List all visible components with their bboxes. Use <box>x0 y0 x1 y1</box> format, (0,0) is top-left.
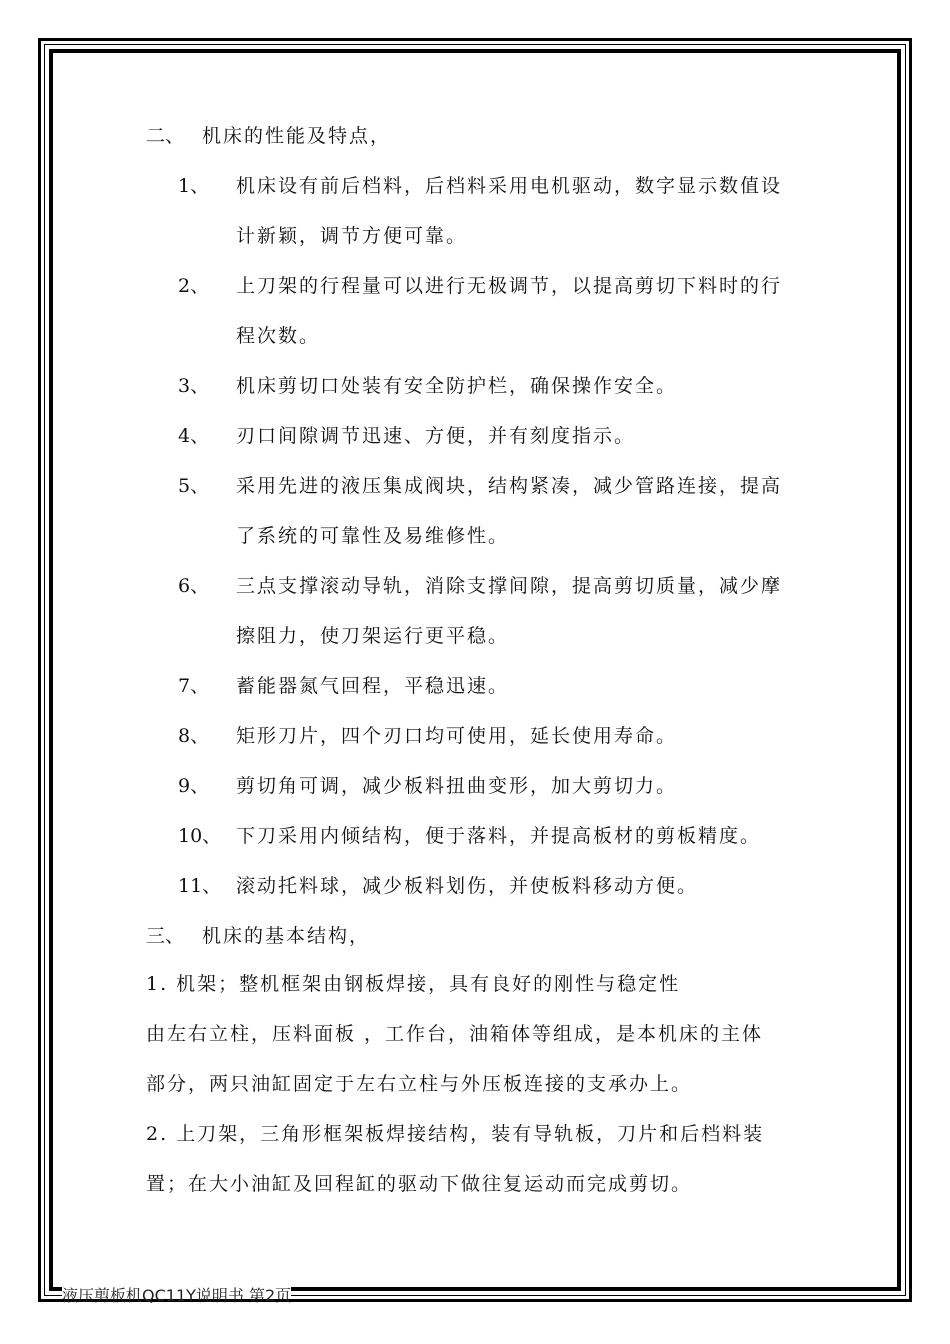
item-6-number: 6、 <box>178 575 210 597</box>
item-6-line-2: 擦阻力，使刀架运行更平稳。 <box>236 625 510 647</box>
section-2-number: 二、 <box>146 125 185 147</box>
item-11-line-1: 滚动托料球，减少板料划伤，并使板料移动方便。 <box>236 875 699 897</box>
structure-paragraph-line-2: 由左右立柱，压料面板 ，工作台，油箱体等组成，是本机床的主体 <box>146 1023 764 1045</box>
item-10-number: 10、 <box>178 825 222 847</box>
structure-paragraph-line-3: 部分，两只油缸固定于左右立柱与外压板连接的支承办上。 <box>146 1073 693 1095</box>
page-border-inner <box>49 49 901 1291</box>
item-9-line-1: 剪切角可调，减少板料扭曲变形，加大剪切力。 <box>236 775 678 797</box>
structure-paragraph-line-4: 2. 上刀架，三角形框架板焊接结构，装有导轨板，刀片和后档料装 <box>146 1123 765 1145</box>
item-10-line-1: 下刀采用内倾结构，便于落料，并提高板材的剪板精度。 <box>236 825 762 847</box>
item-3-line-1: 机床剪切口处装有安全防护栏，确保操作安全。 <box>236 375 678 397</box>
section-3-number: 三、 <box>146 925 185 947</box>
item-5-line-1: 采用先进的液压集成阀块，结构紧凑，减少管路连接，提高 <box>236 475 783 497</box>
item-11-number: 11、 <box>178 875 222 897</box>
structure-paragraph-line-5: 置；在大小油缸及回程缸的驱动下做往复运动而完成剪切。 <box>146 1173 693 1195</box>
item-4-line-1: 刃口间隙调节迅速、方便，并有刻度指示。 <box>236 425 636 447</box>
item-2-line-2: 程次数。 <box>236 325 321 347</box>
item-5-line-2: 了系统的可靠性及易维修性。 <box>236 525 510 547</box>
item-6-line-1: 三点支撑滚动导轨，消除支撑间隙，提高剪切质量，减少摩 <box>236 575 783 597</box>
item-2-line-1: 上刀架的行程量可以进行无极调节，以提高剪切下料时的行 <box>236 275 783 297</box>
section-2-heading: 机床的性能及特点， <box>202 125 392 147</box>
item-5-number: 5、 <box>178 475 210 497</box>
item-4-number: 4、 <box>178 425 210 447</box>
item-1-number: 1、 <box>178 175 210 197</box>
item-7-line-1: 蓄能器氮气回程，平稳迅速。 <box>236 675 510 697</box>
section-3-heading: 机床的基本结构， <box>202 925 371 947</box>
item-2-number: 2、 <box>178 275 210 297</box>
item-8-line-1: 矩形刀片，四个刃口均可使用，延长使用寿命。 <box>236 725 678 747</box>
item-7-number: 7、 <box>178 675 210 697</box>
item-1-line-1: 机床设有前后档料，后档料采用电机驱动，数字显示数值设 <box>236 175 783 197</box>
item-8-number: 8、 <box>178 725 210 747</box>
item-9-number: 9、 <box>178 775 210 797</box>
page-footer: 液压剪板机QC11Y说明书 第2页 <box>62 1286 292 1305</box>
structure-paragraph-line-1: 1. 机架；整机框架由钢板焊接，具有良好的刚性与稳定性 <box>146 973 681 995</box>
item-1-line-2: 计新颖，调节方便可靠。 <box>236 225 468 247</box>
item-3-number: 3、 <box>178 375 210 397</box>
